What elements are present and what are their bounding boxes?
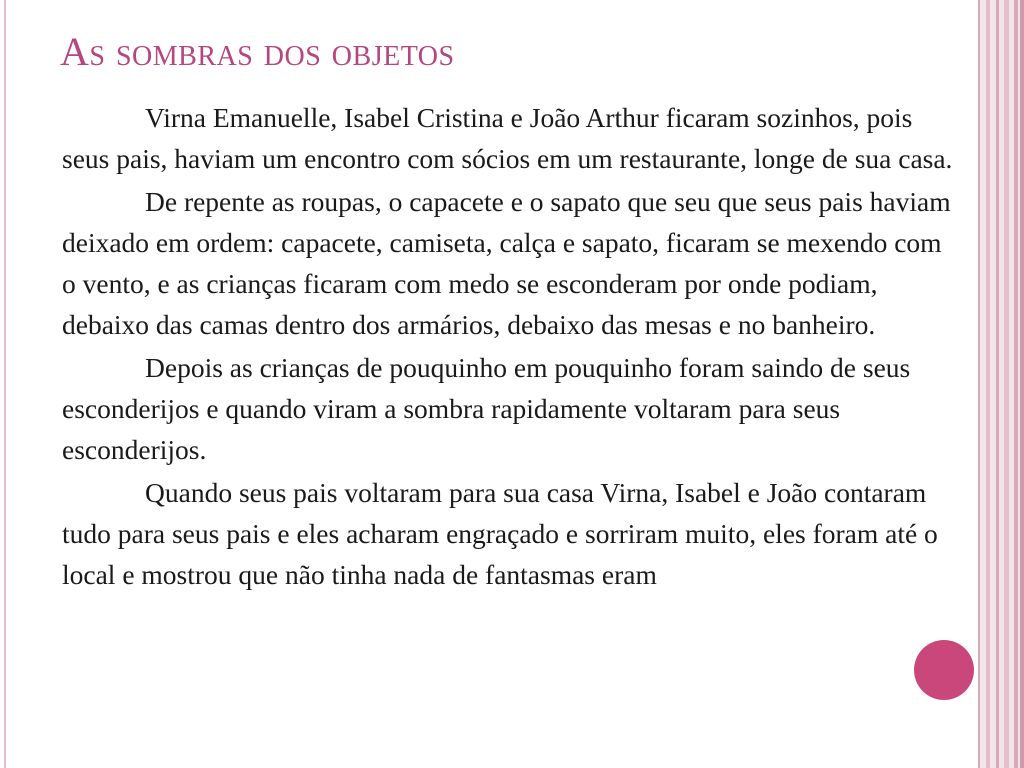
paragraph-4: Quando seus pais voltaram para sua casa Virna, Isabel e João contaram tudo para seus pais e eles acharam engraçado e sorriram muito, eles foram até o local e mostrou que não tinha nada de fantasmas eram: [62, 477, 938, 590]
left-decorative-rule: [4, 0, 6, 768]
slide-body: [62, 97, 962, 597]
decorative-stripe: [996, 0, 999, 768]
paragraph-1: Virna Emanuelle, Isabel Cristina e João Arthur ficaram sozinhos, pois seus pais, haviam um encontro com sócios em um restaurante, longe de sua casa.: [62, 102, 953, 174]
decorative-circle-icon: [914, 640, 974, 700]
paragraph-3: Depois as crianças de pouquinho em pouquinho foram saindo de seus esconderijos e quando viram a sombra rapidamente voltaram para seus esconderijos.: [62, 352, 911, 465]
decorative-stripe: [1020, 0, 1024, 768]
decorative-stripe: [978, 0, 980, 768]
paragraph-2: De repente as roupas, o capacete e o sapato que seu que seus pais haviam deixado em ordem: capacete, camiseta, calça e sapato, ficaram se mexendo com o vento, e as crianças ficaram com medo se esconderam por onde podiam, debaixo das camas dentro dos armários, debaixo das mesas e no banheiro.: [62, 186, 951, 340]
decorative-stripe: [986, 0, 990, 768]
decorative-stripe: [1004, 0, 1009, 768]
slide-title: As sombras dos objetos: [60, 29, 455, 74]
decorative-stripe: [1014, 0, 1018, 768]
